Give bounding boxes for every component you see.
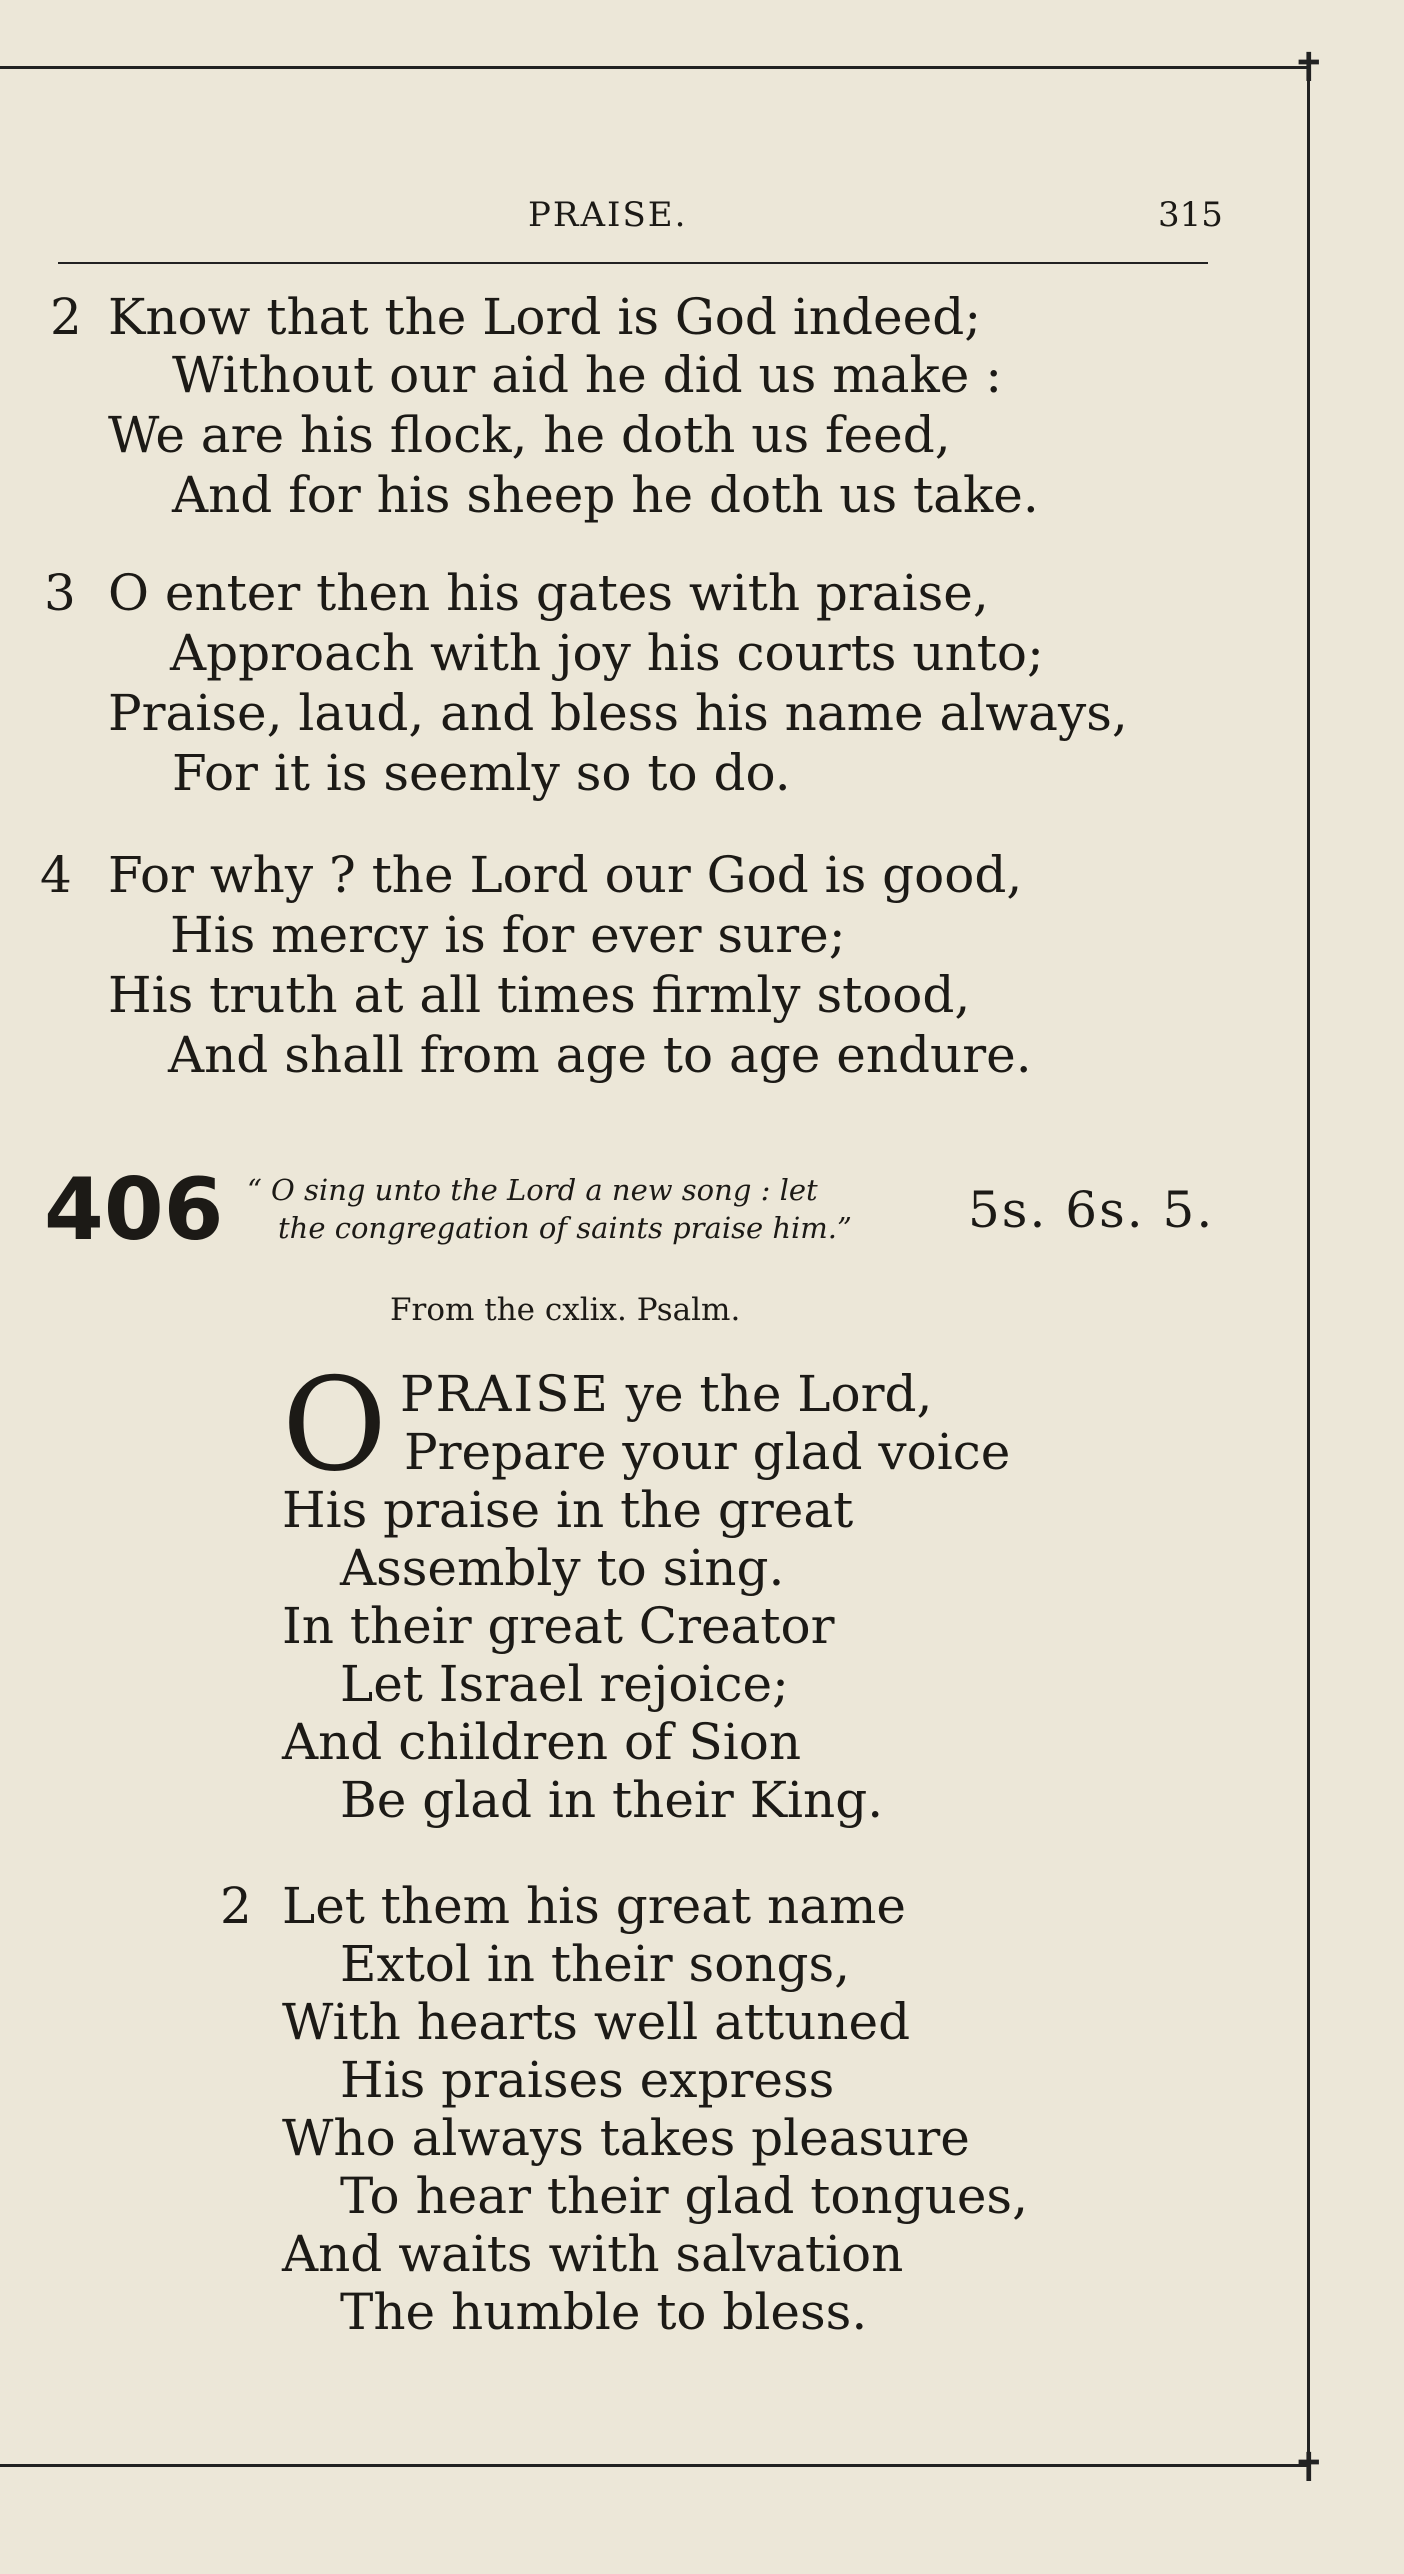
- first-line-rest: ye the Lord,: [609, 1365, 933, 1423]
- meter: 5s. 6s. 5.: [968, 1181, 1215, 1239]
- page-header: [0, 195, 1404, 245]
- verse-line: And for his sheep he doth us take.: [172, 466, 1039, 524]
- verse-line: For it is seemly so to do.: [172, 744, 791, 802]
- verse-line: To hear their glad tongues,: [340, 2167, 1028, 2225]
- epigraph-line: “ O sing unto the Lord a new song : let: [247, 1173, 818, 1207]
- verse-line: His praises express: [340, 2051, 835, 2109]
- stanza-number: 2: [50, 288, 82, 346]
- verse-line: The humble to bless.: [340, 2283, 868, 2341]
- top-rule: [0, 66, 1308, 69]
- verse-line: O enter then his gates with praise,: [108, 564, 989, 622]
- hymn-source: From the cxlix. Psalm.: [390, 1292, 741, 1328]
- verse-line: His truth at all times firmly stood,: [108, 966, 971, 1024]
- verse-line: Without our aid he did us make :: [172, 346, 1003, 404]
- first-word: PRAISE: [400, 1365, 610, 1423]
- verse-line: Know that the Lord is God indeed;: [108, 288, 982, 346]
- epigraph-line: the congregation of saints praise him.”: [278, 1211, 852, 1245]
- bottom-rule: [0, 2464, 1308, 2467]
- verse-line: His mercy is for ever sure;: [170, 906, 846, 964]
- verse-line: Extol in their songs,: [340, 1935, 851, 1993]
- verse-line: Assembly to sing.: [340, 1539, 785, 1597]
- verse-line: His praise in the great: [282, 1481, 854, 1539]
- verse-line: Let them his great name: [282, 1877, 907, 1935]
- verse-line: And children of Sion: [282, 1713, 802, 1771]
- stanza-number: 2: [220, 1877, 252, 1935]
- stanza-number: 3: [44, 564, 76, 622]
- page-number: 315: [1158, 195, 1223, 235]
- verse-line: Who always takes pleasure: [282, 2109, 970, 2167]
- verse-line: Let Israel rejoice;: [340, 1655, 789, 1713]
- drop-cap: O: [282, 1351, 387, 1500]
- verse-line: With hearts well attuned: [282, 1993, 911, 2051]
- verse-line: Prepare your glad voice: [404, 1423, 1011, 1481]
- verse-line: And waits with salvation: [282, 2225, 904, 2283]
- verse-line: Praise, laud, and bless his name always,: [108, 684, 1128, 742]
- running-title: PRAISE.: [528, 195, 688, 235]
- verse-line: We are his flock, he doth us feed,: [108, 406, 951, 464]
- verse-line: [400, 1364, 932, 1424]
- verse-line: For why ? the Lord our God is good,: [108, 846, 1023, 904]
- right-rule: [1307, 66, 1310, 2466]
- hymn-number: 406: [44, 1160, 224, 1260]
- header-rule: [58, 262, 1208, 264]
- stanza-number: 4: [40, 846, 72, 904]
- top-cross-ornament: ✝: [1292, 45, 1326, 91]
- verse-line: And shall from age to age endure.: [168, 1026, 1032, 1084]
- verse-line: Be glad in their King.: [340, 1771, 884, 1829]
- verse-line: Approach with joy his courts unto;: [170, 624, 1044, 682]
- verse-line: In their great Creator: [282, 1597, 835, 1655]
- bottom-cross-ornament: ✝: [1292, 2445, 1326, 2491]
